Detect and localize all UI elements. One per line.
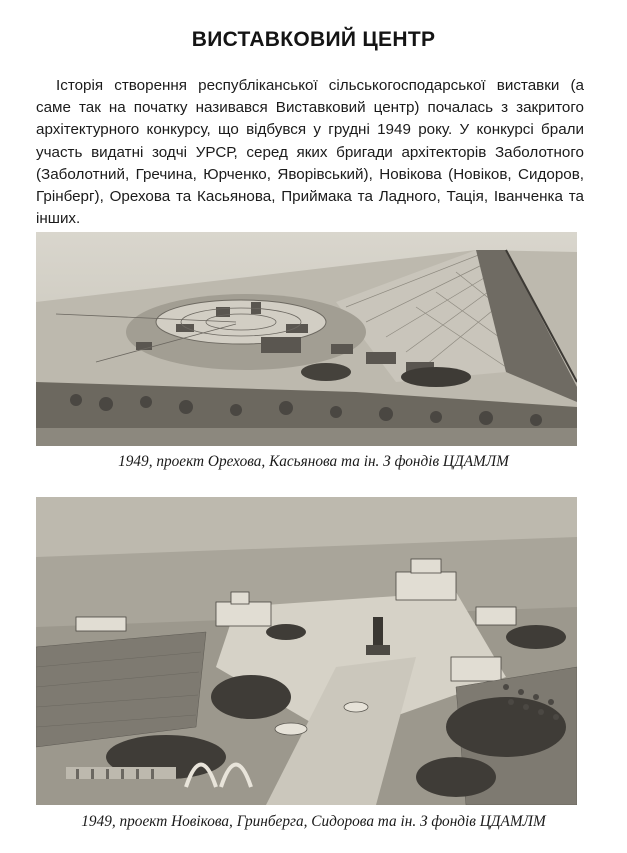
figure-1-caption: 1949, проект Орехова, Касьянова та ін. З фондів ЦДАМЛМ [118, 453, 509, 470]
figure-2-caption: 1949, проект Новікова, Гринберга, Сидорова та ін. З фондів ЦДАМЛМ [81, 813, 546, 830]
figure-1-aerial-drawing [36, 232, 577, 446]
figure-2-aerial-drawing [36, 497, 577, 805]
page-title: ВИСТАВКОВИЙ ЦЕНТР [191, 28, 436, 51]
intro-paragraph: Історія створення республіканської сільськогосподарської виставки (а саме так на початку називався Виставковий центр) почалась з закритого архітектурного конкурсу, що відбувся у грудні 1949 року. У конкурсі брали участь видатні зодчі УРСР, серед яких бригади архітекторів Заболотного (Заболотний, Гречина, Юрченко, Яворівський), Новікова (Новіков, Сидоров, Грінберг), Орехова та Касьянова, Приймака та Ладного, Тація, Іванченка та інших. [36, 77, 584, 228]
